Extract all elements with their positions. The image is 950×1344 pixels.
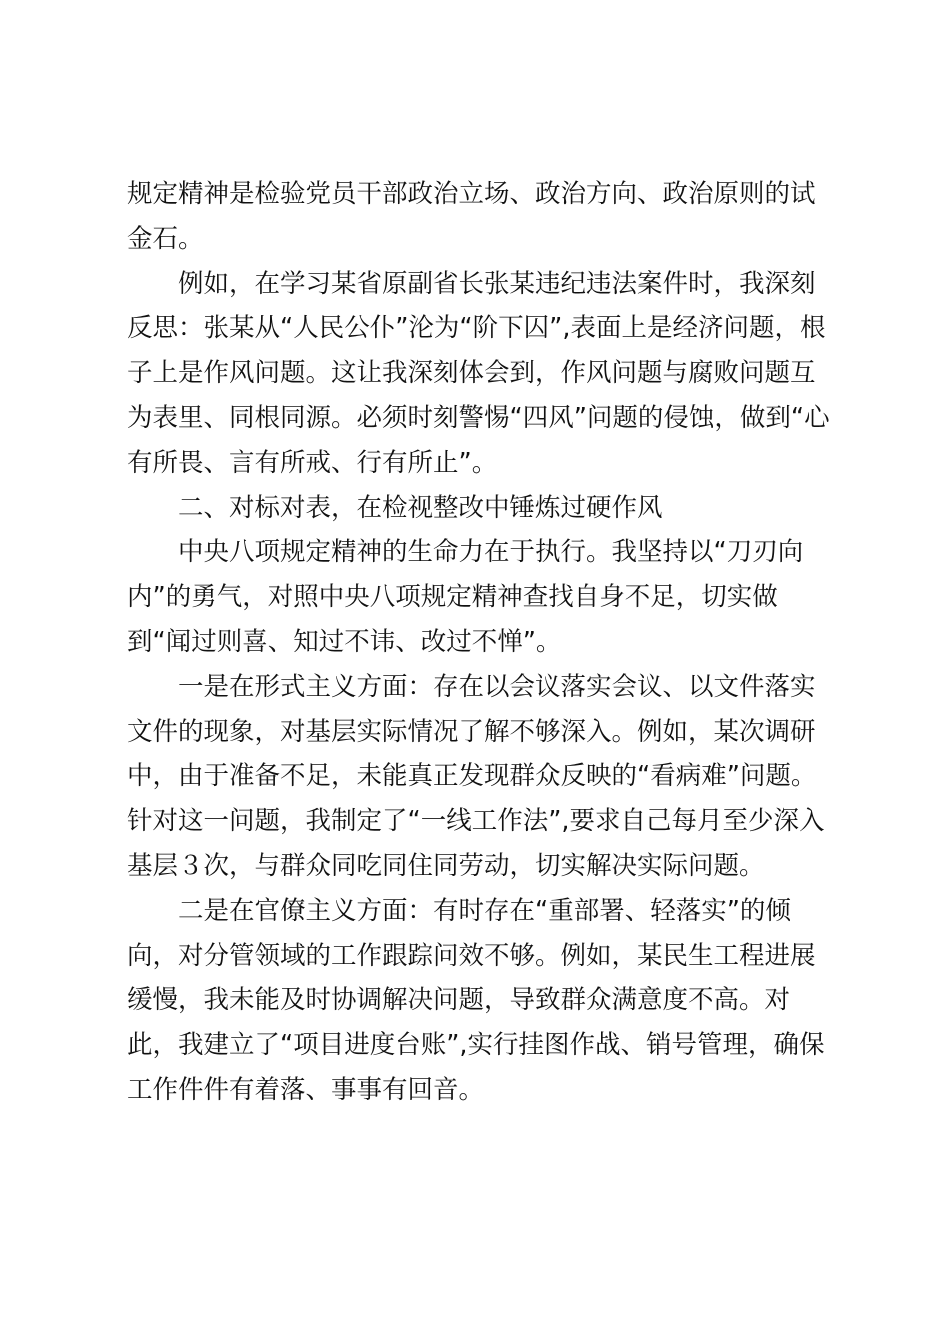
- text-line: 一是在形式主义方面：存在以会议落实会议、以文件落实: [178, 671, 816, 702]
- text-line: 此，我建立了“项目进度台账”,实行挂图作战、销号管理，确保: [127, 1030, 825, 1061]
- text-line: 向，对分管领域的工作跟踪问效不够。例如，某民生工程进展: [127, 940, 816, 971]
- paragraph-example-reflection: [127, 262, 830, 486]
- text-line: 中央八项规定精神的生命力在于执行。我坚持以“刀刃向: [178, 537, 804, 568]
- text-line: 内”的勇气，对照中央八项规定精神查找自身不足，切实做: [127, 582, 778, 613]
- paragraph-continuation: [127, 172, 827, 262]
- text-line: 规定精神是检验党员干部政治立场、政治方向、政治原则的试: [127, 179, 816, 209]
- text-line: 到“闻过则喜、知过不讳、改过不惮”。: [127, 626, 562, 657]
- text-line: 反思：张某从“人民公仆”沦为“阶下囚”,表面上是经济问题，根: [127, 313, 826, 344]
- section-heading: [127, 486, 827, 531]
- text-line: 例如，在学习某省原副省长张某违纪违法案件时，我深刻: [178, 268, 816, 299]
- paragraph-formalism: [127, 665, 827, 889]
- text-line: 二是在官僚主义方面：有时存在“重部署、轻落实”的倾: [178, 895, 791, 926]
- text-line: 工作件件有着落、事事有回音。: [127, 1074, 485, 1105]
- text-line: 为表里、同根同源。必须时刻警惕“四风”问题的侵蚀，做到“心: [127, 402, 830, 433]
- text-line: 子上是作风问题。这让我深刻体会到，作风问题与腐败问题互: [127, 358, 816, 389]
- text-line: 基层３次，与群众同吃同住同劳动，切实解决实际问题。: [127, 850, 765, 881]
- text-line: 有所畏、言有所戒、行有所止”。: [127, 447, 498, 478]
- document-body: [127, 172, 830, 1113]
- text-line: 金石。: [127, 223, 204, 254]
- text-line: 针对这一问题，我制定了“一线工作法”,要求自己每月至少深入: [127, 806, 825, 837]
- paragraph-execution: [127, 530, 827, 664]
- paragraph-bureaucratism: [127, 889, 827, 1113]
- heading-line: 二、对标对表，在检视整改中锤炼过硬作风: [178, 492, 663, 523]
- text-line: 缓慢，我未能及时协调解决问题，导致群众满意度不高。对: [127, 985, 791, 1016]
- text-line: 中，由于准备不足，未能真正发现群众反映的“看病难”问题。: [127, 761, 817, 792]
- text-line: 文件的现象，对基层实际情况了解不够深入。例如，某次调研: [127, 716, 816, 747]
